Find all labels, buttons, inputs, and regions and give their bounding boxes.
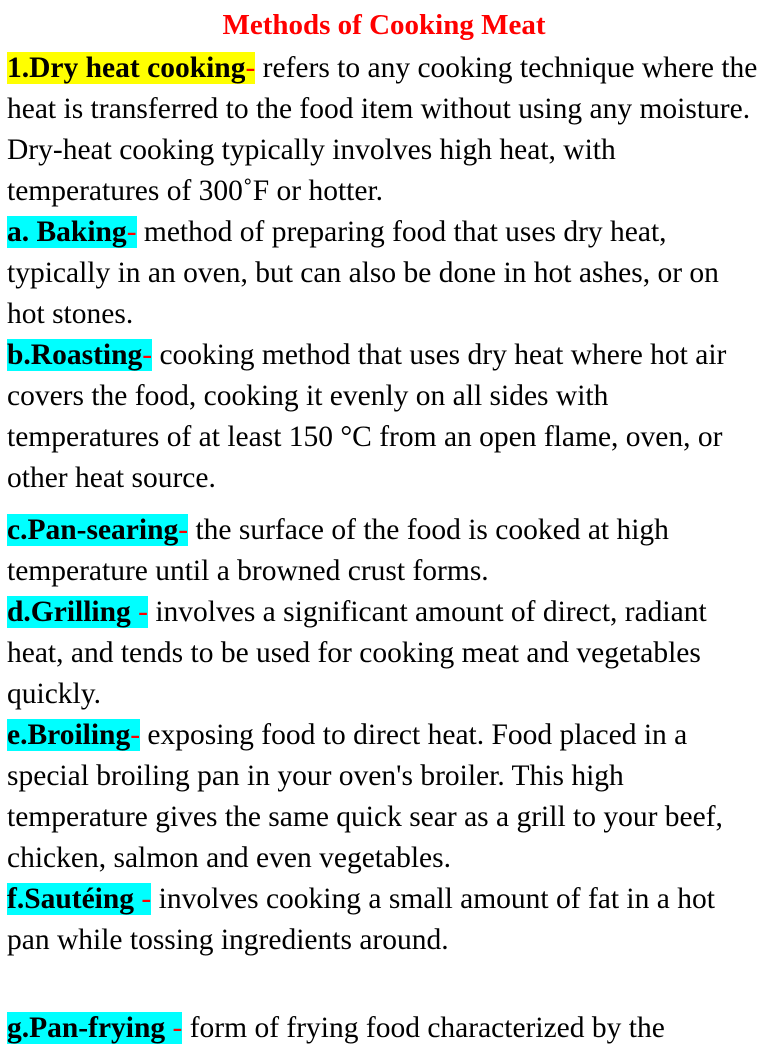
definition-text: cooking method that uses dry heat where hot air covers the food, cooking it evenly on all sides with temperatures of at least 150 °C from an open flame, oven, or other heat source. [7, 339, 727, 494]
term-pan-frying: g.Pan-frying [7, 1012, 173, 1044]
definition-text: method of preparing food that uses dry heat, typically in an oven, but can also be done in hot ashes, or on hot stones. [7, 216, 719, 330]
term-broiling: e.Broiling [7, 719, 131, 751]
definition-text: form of frying food characterized by the [182, 1012, 665, 1044]
definition-text: exposing food to direct heat. Food placed in a special broiling pan in your oven's broiler. This high temperature gives the same quick sear as a grill to your beef, chicken, salmon and even vegetables. [7, 719, 723, 874]
term-dash: - [142, 339, 153, 371]
term-dry-heat-cooking: 1.Dry heat cooking [7, 52, 246, 84]
definition-grilling [7, 592, 763, 715]
term-grilling: d.Grilling [7, 596, 139, 628]
definition-broiling [7, 715, 763, 879]
definition-text: involves a significant amount of direct, radiant heat, and tends to be used for cooking meat and vegetables quickly. [7, 596, 707, 710]
term-dash: - [172, 1012, 183, 1044]
definition-text: refers to any cooking technique where the heat is transferred to the food item without using any moisture. Dry-heat cooking typically involves high heat, with temperatures of 300˚F or hotter. [7, 52, 758, 207]
definition-roasting [7, 335, 763, 499]
term-dash: - [245, 52, 256, 84]
definition-text: involves cooking a small amount of fat in a hot pan while tossing ingredients around. [7, 883, 715, 956]
definition-sauteing [7, 879, 763, 961]
term-dash: - [178, 514, 189, 546]
term-sauteing: f.Sautéing [7, 883, 142, 915]
definition-pan-frying [7, 1008, 763, 1049]
term-dash: - [130, 719, 141, 751]
definition-dry-heat-cooking [7, 48, 763, 212]
term-pan-searing: c.Pan-searing [7, 514, 179, 546]
term-dash: - [141, 883, 152, 915]
page-title: Methods of Cooking Meat [222, 9, 546, 41]
term-dash: - [138, 596, 148, 628]
definition-text: the surface of the food is cooked at high temperature until a browned crust forms. [7, 514, 669, 587]
term-baking: a. Baking [7, 216, 127, 248]
term-roasting: b.Roasting [7, 339, 143, 371]
definition-baking [7, 212, 763, 335]
definition-pan-searing [7, 510, 763, 592]
term-dash: - [126, 216, 137, 248]
